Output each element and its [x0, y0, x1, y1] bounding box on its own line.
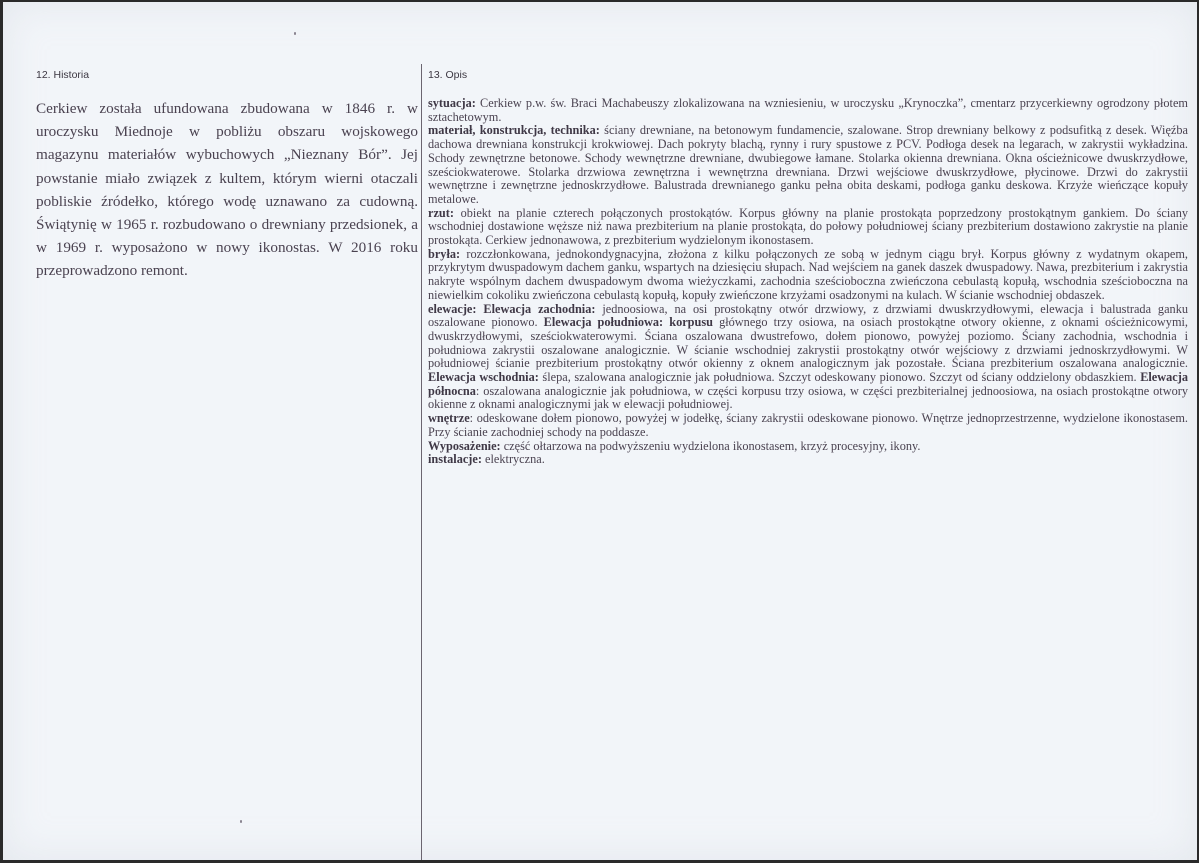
history-text: Cerkiew została ufundowana zbudowana w 1846 r. w uroczysku Miednoje w pobliżu obszaru wojskowego magazynu materiałów wybuchowych „Nieznany Bór”. Jej powstanie miało związek z kultem, którym wierni otaczali pobliskie źródełko, którego wodę uznawano za cudowną. Świątynię w 1965 r. rozbudowano o drewniany przedsionek, a w 1969 r. wyposażono w nowy ikonostas. W 2016 roku przeprowadzono remont. — [36, 100, 418, 280]
term-label: Elewacja północna — [428, 370, 1188, 398]
description-paragraph-furnishings — [428, 440, 1188, 454]
description-paragraph-interior — [428, 412, 1188, 439]
description-paragraph-material — [428, 124, 1188, 206]
paragraph-text: : odeskowane dołem pionowo, powyżej w jodełkę, ściany zakrystii odeskowane pionowo. Wnętrze jednoprzestrzenne, wydzielone ikonostasem. Przy ścianie zachodniej schody na poddasze. — [428, 411, 1188, 439]
history-section — [36, 68, 418, 283]
description-body — [428, 97, 1188, 467]
description-paragraph-plan — [428, 207, 1188, 248]
paragraph-text: obiekt na planie czterech połączonych prostokątów. Korpus główny na planie prostokąta poprzedzony prostokątnym gankiem. Do ściany wschodniej dostawione węższe niż nawa prezbiterium na planie prostokąta, do połowy południowej ściany prezbiterium dostawiono zakrystie na planie prostokąta. Cerkiew jednonawowa, z prezbiterium wydzielonym ikonostasem. — [428, 205, 1188, 248]
term-label: rzut: — [428, 205, 454, 220]
description-paragraph-massing — [428, 248, 1188, 303]
scanned-document-page — [3, 2, 1197, 860]
term-label: Wyposażenie: — [428, 438, 501, 453]
paragraph-text: ślepa, szalowana analogicznie jak południowa. Szczyt odeskowany pionowo. Szczyt od ściany oddzielony obdaszkiem. — [538, 370, 1141, 385]
paragraph-text: : oszalowana analogicznie jak południowa, w części korpusu trzy osiowa, w części prezbiterialnej jednoosiowa, na osiach prostokątne otwory okienne z oknami analogicznymi jak w elewacji południowej. — [428, 383, 1188, 412]
term-label: materiał, konstrukcja, technika: — [428, 123, 600, 138]
history-section-label: 12. Historia — [36, 69, 90, 81]
paragraph-text: część ołtarzowa na podwyższeniu wydzielona ikonostasem, krzyż procesyjny, ikony. — [500, 438, 921, 453]
description-section — [428, 68, 1188, 467]
paragraph-text: Cerkiew p.w. św. Braci Machabeuszy zlokalizowana na wzniesieniu, w uroczysku „Krynoczka”, cmentarz przycerkiewny ogrodzony płotem sztachetowym. — [428, 96, 1188, 124]
term-label: wnętrze — [428, 411, 470, 426]
paragraph-text: głównego trzy osiowa, na osiach prostokątne otwory okienne, z oknami ościeżnicowymi, dwuskrzydłowymi, sześciokwaterowymi. Ściana oszalowana dwustrefowo, dołem pionowo, powyżej poziomo. Ściany zachodnia, wschodnia i południowa zakrystii oszalowane analogicznie. W ścianie wschodniej zakrystii prostokątny otwór wejściowy z drzwiami jednoskrzydłowymi. W południowej ścianie prezbiterium prostokątny otwór okienny z oknem analogicznym jak pozostałe. Ściana prezbiterium oszalowana analogicznie. — [428, 315, 1189, 371]
term-label: bryła: — [428, 246, 461, 261]
term-label: elewacje: Elewacja zachodnia: — [428, 301, 596, 316]
paragraph-text: jednoosiowa, na osi prostokątny otwór drzwiowy, z drzwiami dwuskrzydłowymi, elewacja i balustrada ganku oszalowane pionowo. — [428, 301, 1188, 330]
term-label: sytuacja: — [428, 96, 476, 110]
column-divider — [421, 64, 422, 860]
term-label: Elewacja wschodnia: — [428, 370, 539, 385]
term-label: Elewacja południowa: korpusu — [543, 315, 713, 330]
term-label: instalacje: — [428, 452, 482, 467]
paragraph-text: rozczłonkowana, jednokondygnacyjna, złożona z kilku połączonych ze sobą w jednym ciągu brył. Korpus główny z wydatnym okapem, przykrytym dwuspadowym dachem ganku, wspartych na dziesięciu słupach. Nad wejściem na ganek daszek dwuspadowy. Nawa, prezbiterium i zakrystia nakryte wspólnym dachem dwuspadowym dwoma wieżyczkami, zachodnia sześcioboczna zwieńczona cebulastą kopułą, wschodnia sześcioboczna na niewielkim cokoliku zwieńczona cebulastą kopułą, kopuły zwieńczone krzyżami osadzonymi na kulach. W ścianie wschodniej obdaszek. — [428, 246, 1188, 302]
scan-speck — [294, 32, 296, 35]
description-paragraph-installations — [428, 453, 1188, 467]
description-paragraph-situation — [428, 97, 1188, 124]
paragraph-text: elektryczna. — [481, 452, 545, 467]
description-paragraph-elevations — [428, 303, 1188, 413]
scan-speck — [240, 820, 242, 823]
paragraph-text: ściany drewniane, na betonowym fundamencie, szalowane. Strop drewniany belkowy z podsufitką z desek. Więźba dachowa drewniana konstrukcji krokwiowej. Dach pokryty blachą, rynny i rury spustowe z PCV. Podłoga desek na legarach, w zakrystii wykładzina. Schody zewnętrzne betonowe. Schody wewnętrzne drewniane, dwubiegowe łamane. Stolarka okienna drewniana. Okna ościeżnicowe dwuskrzydłowe, sześciokwaterowe. Stolarka drzwiowa zewnętrzna i wewnętrzna drewniana. Drzwi wejściowe dwuskrzydłowe, płycinowe. Drzwi do zakrystii wewnętrzne i zewnętrzne jednoskrzydłowe. Balustrada drewnianego ganku pełna obita deskami, podłoga ganku deskowa. Krzyże wieńczące kopuły metalowe. — [428, 123, 1188, 206]
description-section-label: 13. Opis — [428, 69, 468, 81]
